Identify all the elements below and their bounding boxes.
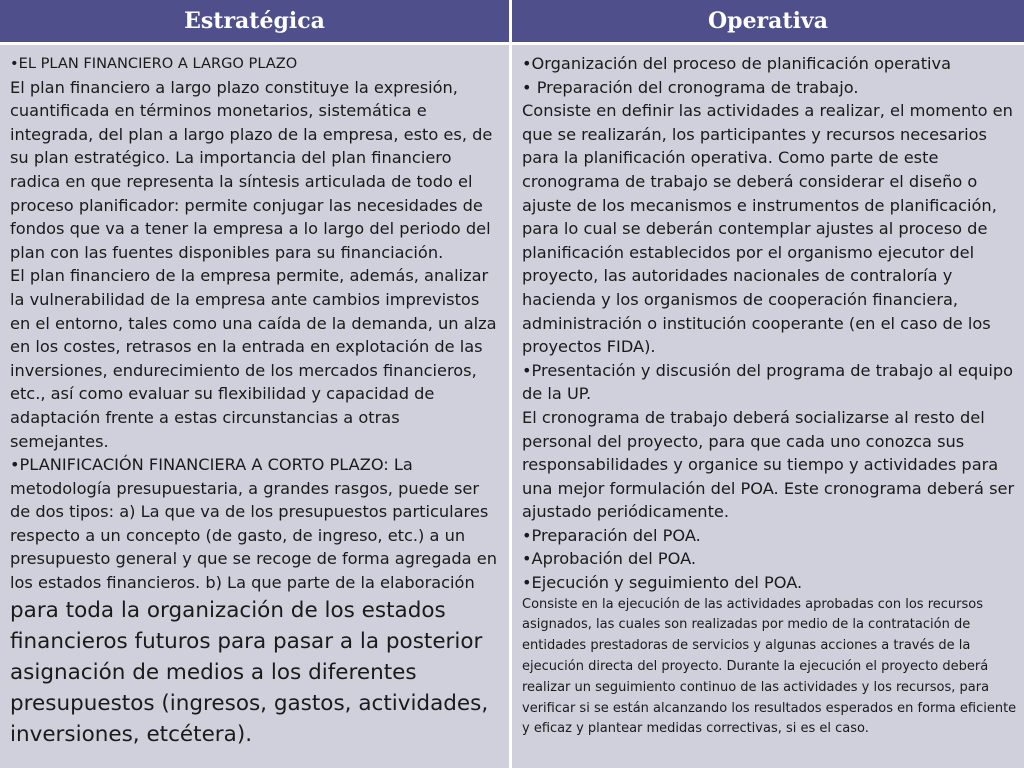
right-paragraph-3: Consiste en la ejecución de las actividades aprobadas con los recursos asignados, las cuales son realizadas por medio de la contratación de entidades prestadoras de servicios y algunas acciones a través de la ejecución directa del proyecto. Durante la ejecución el proyecto deberá realizar un seguimiento continuo de las actividades y los recursos, para verificar si se están alcanzando los resultados esperados en forma eficiente y eficaz y plantear medidas correctivas, si es el caso. [522, 596, 1017, 737]
left-paragraph-1: El plan financiero a largo plazo constituye la expresión, cuantificada en términos monetarios, sistemática e integrada, del plan a largo plazo de la empresa, esto es, de su plan estratégico. La importancia del plan financiero radica en que representa la síntesis articulada de todo el proceso planificador: permite conjugar las necesidades de fondos que va a tener la empresa a lo largo del periodo del plan con las fuentes disponibles para su financiación. [10, 77, 493, 262]
right-bullet-5: •Aprobación del POA. [522, 549, 697, 569]
right-bullet-6: •Ejecución y seguimiento del POA. [522, 573, 803, 593]
right-bullet-3: •Presentación y discusión del programa de trabajo al equipo de la UP. [522, 360, 1014, 404]
left-title: •EL PLAN FINANCIERO A LARGO PLAZO [10, 55, 298, 72]
right-paragraph-1: Consiste en definir las actividades a realizar, el momento en que se realizarán, los participantes y recursos necesarios para la planificación operativa. Como parte de este cronograma de trabajo se deberá considerar el diseño o ajuste de los mecanismos e instrumentos de planificación, para lo cual se deberán contemplar ajustes al proceso de planificación establecidos por el organismo ejecutor del proyecto, las autoridades nacionales de contraloría y hacienda y los organismos de cooperación financiera, administración o institución cooperante (en el caso de los proyectos FIDA). [522, 101, 1013, 357]
right-bullet-2: • Preparación del cronograma de trabajo. [522, 77, 859, 97]
cell-operativa [512, 45, 1024, 768]
right-paragraph-2: El cronograma de trabajo deberá socializarse al resto del personal del proyecto, para que cada uno conozca sus responsabilidades y organice su tiempo y actividades para una mejor formulación del POA. Este cronograma deberá ser ajustado periódicamente. [522, 407, 1015, 522]
header-estrategica: Estratégica [0, 0, 509, 42]
right-bullet-1: •Organización del proceso de planificación operativa [522, 54, 952, 73]
left-paragraph-2: El plan financiero de la empresa permite, además, analizar la vulnerabilidad de la empresa ante cambios imprevistos en el entorno, tales como una caída de la demanda, un alza en los costes, retrasos en la entrada en explotación de las inversiones, endurecimiento de los mercados financieros, etc., así como evaluar su flexibilidad y capacidad de adaptación frente a estas circunstancias a otras semejantes. [10, 266, 497, 451]
left-paragraph-4: para toda la organización de los estados financieros futuros para pasar a la posterior asignación de medios a los diferentes presupuestos (ingresos, gastos, actividades, inversiones, etcétera). [10, 597, 489, 747]
left-paragraph-3: •PLANIFICACIÓN FINANCIERA A CORTO PLAZO: La metodología presupuestaria, a grandes rasgos, puede ser de dos tipos: a) La que va de los presupuestos particulares respecto a un concepto (de gasto, de ingreso, etc.) a un presupuesto general y que se recoge de forma agregada en los estados financieros. b) La que parte de la elaboración [10, 455, 497, 593]
right-bullet-4: •Preparación del POA. [522, 525, 701, 545]
header-operativa: Operativa [512, 0, 1024, 42]
cell-estrategica [0, 45, 509, 768]
